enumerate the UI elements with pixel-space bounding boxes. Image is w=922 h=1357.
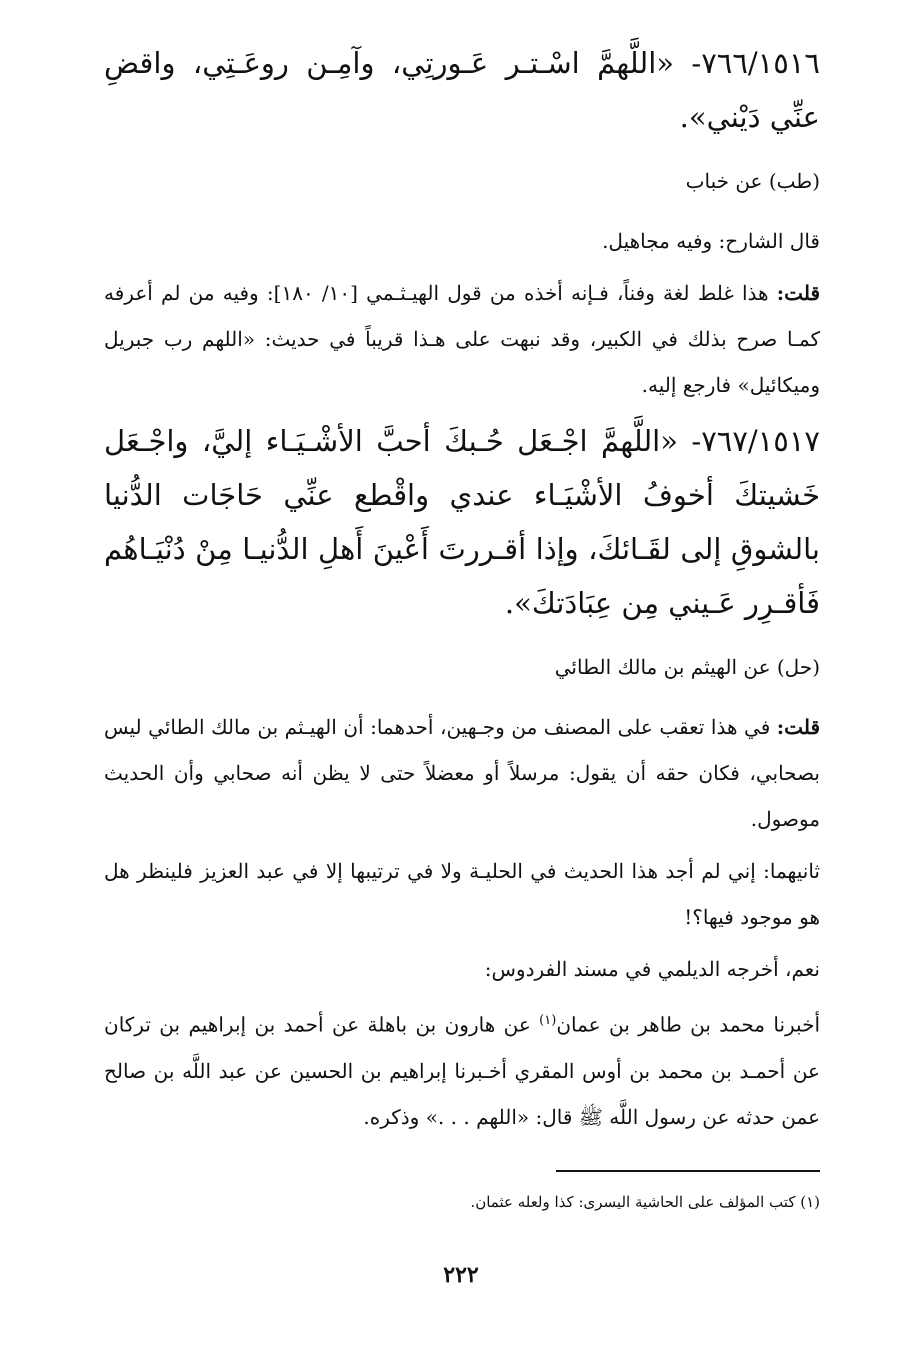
hadith-766: ٧٦٦/١٥١٦- «اللَّهمَّ اسْـتـر عَـورتِي، وآمِـن روعَـتِي، واقضِ عنِّي دَيْني».: [104, 46, 820, 134]
note-text: في هذا تعقب على المصنف من وجـهين، أحدهما: أن الهيـثم بن مالك الطائي ليس بصحابي، فكان حقه أن يقول: مرسلاً أو معضلاً حتى لا يظن أنه صحابي وأن الحديث موصول.: [104, 715, 820, 831]
note-text: هذا غلط لغة وفناً، فـإنه أخذه من قول الهيـثـمي [١٠/ ١٨٠]: وفيه من لم أعرفه كمـا صرح بذلك في الكبير، وقد نبهت على هـذا قريباً في حديث: «اللهم رب جبريل وميكائيل» فارجع إليه.: [104, 281, 820, 397]
isnad-text-end: عن هارون بن باهلة عن أحمد بن إبراهيم بن تركان عن أحمـد بن محمد بن أوس المقري أخـبرنا إبراهيم بن الحسين عن عبد اللَّه بن صالح عمن حدثه عن رسول اللَّه ﷺ قال: «اللهم . . .» وذكره.: [104, 1012, 820, 1129]
isnad-text-start: أخبرنا محمد بن طاهر بن عمان: [556, 1012, 820, 1037]
page-number: ٢٢٢: [443, 1262, 479, 1288]
note-label: قلت:: [776, 281, 820, 305]
hadith-767: ٧٦٧/١٥١٧- «اللَّهمَّ اجْـعَل حُـبكَ أحبَّ الأشْـيَـاء إليَّ، واجْـعَل خَشيتكَ أخوفُ الأشْيَـاء عندي واقْطع عنِّي حَاجَات الدُّنيا بالشوقِ إلى لقَـائكَ، وإذا أقـررتَ أَعْينَ أَهلِ الدُّنيـا مِنْ دُنْيَـاهُم فَأقـرِر عَـيني مِن عِبَادَتكَ».: [104, 424, 820, 620]
note-paragraph-4: نعم، أخرجه الديلمي في مسند الفردوس:: [484, 957, 820, 981]
hadith-766-source: (طب) عن خباب: [685, 169, 820, 193]
isnad-paragraph: [104, 998, 820, 1140]
note-paragraph-3: ثانيهما: إني لم أجد هذا الحديث في الحليـة ولا في ترتيبها إلا في عبد العزيز فلينظر هل هو موجود فيها؟!: [104, 859, 820, 929]
commentator-remark: قال الشارح: وفيه مجاهيل.: [602, 229, 820, 253]
note-label: قلت:: [776, 715, 820, 739]
hadith-767-source: (حل) عن الهيثم بن مالك الطائي: [554, 655, 820, 679]
note-paragraph-1: [104, 270, 820, 408]
footnote-separator: [556, 1170, 820, 1172]
footnote: (١) كتب المؤلف على الحاشية اليسرى: كذا ولعله عثمان.: [470, 1193, 820, 1211]
footnote-marker: (١): [539, 1013, 557, 1028]
note-paragraph-2: [104, 704, 820, 842]
